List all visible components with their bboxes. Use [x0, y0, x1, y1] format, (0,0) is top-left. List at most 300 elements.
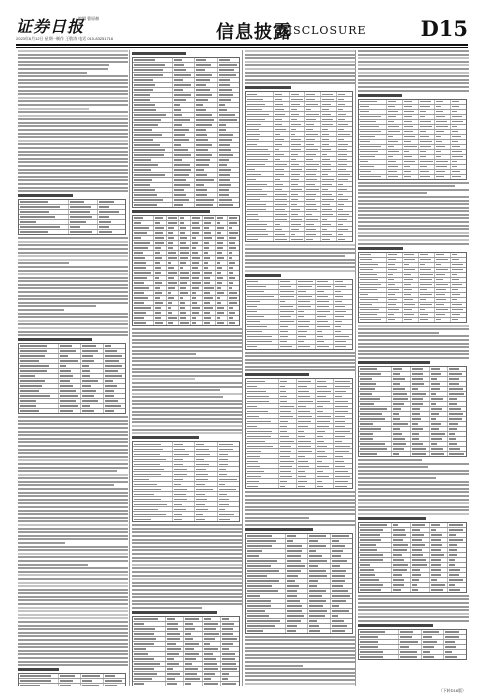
table-cell: [286, 609, 308, 613]
table-cell: [290, 102, 306, 106]
table-cell: [297, 295, 316, 299]
table-cell: [392, 442, 411, 446]
table-cell: [321, 182, 337, 186]
column-3: [242, 50, 355, 686]
table-cell: [246, 345, 279, 349]
table-cell: [337, 162, 352, 166]
table-cell: [203, 231, 215, 235]
table-cell: [173, 113, 195, 117]
table-cell: [279, 474, 298, 478]
table-cell: [104, 384, 125, 388]
table-cell: [435, 258, 451, 262]
table-cell: [133, 203, 173, 207]
text-line: [18, 488, 128, 490]
table-cell: [430, 437, 449, 441]
text-line: [132, 582, 242, 584]
table-cell: [448, 432, 466, 436]
text-line: [132, 332, 242, 334]
table-cell: [451, 273, 466, 277]
table-cell: [286, 629, 308, 633]
table-cell: [359, 655, 399, 659]
table-cell: [133, 502, 173, 506]
table-cell: [316, 394, 335, 398]
table-cell: [19, 384, 59, 388]
table-cell: [133, 266, 154, 270]
table-cell: [430, 452, 449, 456]
table-cell: [246, 414, 279, 418]
table-cell: [69, 230, 97, 234]
text-line: [18, 262, 69, 264]
table-cell: [246, 384, 279, 388]
table-cell: [359, 583, 392, 587]
table-caption: [358, 624, 433, 627]
text-line: [358, 189, 469, 191]
table-cell: [316, 484, 335, 488]
table-cell: [392, 447, 411, 451]
table-cell: [218, 452, 239, 456]
table-cell: [279, 414, 298, 418]
text-line: [245, 50, 355, 52]
table-cell: [337, 172, 352, 176]
table-cell: [218, 203, 239, 207]
table-cell: [411, 573, 430, 577]
table-cell: [451, 155, 466, 159]
table-cell: [216, 241, 228, 245]
table-cell: [154, 296, 166, 300]
text-line: [132, 414, 242, 416]
table-cell: [359, 105, 387, 109]
table-cell: [321, 147, 337, 151]
table-cell: [184, 677, 203, 681]
text-line: [18, 621, 128, 623]
table-cell: [173, 103, 195, 107]
text-line: [358, 473, 469, 475]
table-cell: [411, 367, 430, 371]
table-cell: [316, 399, 335, 403]
table-cell: [435, 150, 451, 154]
table-cell: [69, 200, 97, 204]
text-line: [18, 93, 128, 95]
table-cell: [305, 137, 321, 141]
table-cell: [451, 268, 466, 272]
text-line: [245, 679, 355, 681]
table-cell: [321, 112, 337, 116]
table-cell: [359, 382, 392, 386]
table-cell: [19, 404, 59, 408]
table-cell: [228, 226, 239, 230]
table-cell: [334, 434, 352, 438]
table-cell: [246, 335, 279, 339]
table-cell: [387, 293, 403, 297]
text-line: [245, 636, 355, 638]
table-cell: [203, 652, 222, 656]
text-line: [358, 602, 469, 604]
table-cell: [228, 311, 239, 315]
text-line: [358, 214, 469, 216]
text-line: [358, 90, 469, 92]
table-cell: [59, 409, 81, 413]
table-cell: [359, 397, 392, 401]
table-cell: [195, 467, 217, 471]
table-cell: [228, 321, 239, 325]
table-cell: [195, 138, 217, 142]
text-line: [18, 248, 128, 250]
table-cell: [203, 311, 215, 315]
table-cell: [451, 298, 466, 302]
table-cell: [411, 387, 430, 391]
table-cell: [133, 226, 154, 230]
text-line: [18, 502, 128, 504]
table-cell: [216, 306, 228, 310]
table-cell: [203, 682, 222, 686]
table-cell: [331, 594, 352, 598]
table-cell: [321, 137, 337, 141]
text-line: [18, 599, 128, 601]
table-cell: [359, 402, 392, 406]
table-cell: [337, 217, 352, 221]
text-line: [132, 400, 242, 402]
table-cell: [411, 422, 430, 426]
table-cell: [195, 507, 217, 511]
text-line: [18, 295, 128, 297]
table-cell: [321, 142, 337, 146]
table-cell: [451, 288, 466, 292]
table-cell: [279, 384, 298, 388]
table-cell: [203, 296, 215, 300]
table-cell: [286, 554, 308, 558]
table-cell: [203, 246, 215, 250]
table-cell: [316, 340, 335, 344]
table-cell: [167, 256, 179, 260]
table-cell: [246, 157, 274, 161]
table-cell: [246, 172, 274, 176]
text-line: [18, 661, 128, 663]
table-cell: [218, 467, 239, 471]
table-cell: [279, 464, 298, 468]
table-cell: [154, 321, 166, 325]
table-cell: [430, 422, 449, 426]
table-caption: [18, 194, 73, 197]
table-cell: [448, 563, 466, 567]
text-line: [358, 79, 469, 81]
table-cell: [173, 183, 195, 187]
table-cell: [19, 364, 59, 368]
table-cell: [331, 624, 352, 628]
table-cell: [297, 384, 316, 388]
table-cell: [387, 140, 403, 144]
table-cell: [451, 145, 466, 149]
text-line: [18, 571, 128, 573]
table-cell: [435, 140, 451, 144]
table-cell: [392, 583, 411, 587]
table-cell: [173, 193, 195, 197]
table-cell: [228, 301, 239, 305]
text-line: [18, 108, 89, 110]
table-cell: [173, 447, 195, 451]
table-cell: [228, 266, 239, 270]
table-cell: [246, 300, 279, 304]
table-cell: [387, 125, 403, 129]
text-line: [358, 325, 469, 327]
table-cell: [104, 374, 125, 378]
table-cell: [305, 172, 321, 176]
table-cell: [218, 193, 239, 197]
table-cell: [218, 512, 239, 516]
table-cell: [133, 63, 173, 67]
table-cell: [359, 437, 392, 441]
data-table: [18, 343, 126, 414]
table-cell: [451, 253, 466, 257]
table-cell: [435, 170, 451, 174]
text-line: [18, 327, 128, 329]
table-cell: [167, 306, 179, 310]
table-cell: [246, 315, 279, 319]
table-cell: [334, 454, 352, 458]
text-line: [18, 625, 128, 627]
text-line: [18, 75, 128, 77]
table-cell: [191, 241, 203, 245]
table-cell: [195, 452, 217, 456]
table-cell: [403, 160, 419, 164]
table-cell: [246, 549, 286, 553]
table-cell: [334, 330, 352, 334]
table-cell: [316, 454, 335, 458]
text-line: [18, 172, 128, 174]
text-line: [132, 411, 242, 413]
table-cell: [98, 230, 125, 234]
table-cell: [166, 642, 185, 646]
text-line: [18, 280, 128, 282]
table-cell: [173, 93, 195, 97]
table-cell: [203, 236, 215, 240]
table-cell: [154, 216, 166, 220]
table-cell: [297, 484, 316, 488]
table-cell: [448, 382, 466, 386]
table-cell: [419, 145, 435, 149]
text-line: [18, 237, 128, 239]
table-cell: [316, 444, 335, 448]
table-cell: [154, 261, 166, 265]
table-cell: [286, 619, 308, 623]
table-cell: [154, 226, 166, 230]
table-cell: [411, 437, 430, 441]
masthead-rule: [16, 44, 468, 46]
table-cell: [297, 285, 316, 289]
table-cell: [305, 127, 321, 131]
table-cell: [81, 404, 103, 408]
text-line: [245, 252, 355, 254]
table-cell: [133, 321, 154, 325]
table-cell: [218, 482, 239, 486]
table-cell: [359, 578, 392, 582]
table-cell: [430, 392, 449, 396]
table-cell: [218, 188, 239, 192]
table-cell: [195, 168, 217, 172]
table-cell: [359, 523, 392, 527]
table-caption: [245, 86, 291, 89]
table-cell: [173, 462, 195, 466]
table-cell: [203, 632, 222, 636]
table-cell: [392, 553, 411, 557]
text-line: [245, 366, 355, 368]
table-cell: [297, 389, 316, 393]
table-cell: [337, 232, 352, 236]
table-cell: [195, 98, 217, 102]
table-cell: [133, 462, 173, 466]
table-cell: [133, 281, 154, 285]
table-cell: [173, 203, 195, 207]
text-line: [18, 158, 128, 160]
table-row: [246, 629, 352, 633]
table-cell: [422, 635, 445, 639]
table-cell: [218, 517, 239, 521]
text-line: [132, 567, 242, 569]
table-cell: [195, 188, 217, 192]
table-cell: [337, 102, 352, 106]
production-phone: 制作 王敬涛 电话 010-83251716: [56, 36, 114, 41]
table-cell: [195, 477, 217, 481]
table-cell: [399, 655, 422, 659]
table-cell: [334, 315, 352, 319]
table-cell: [419, 115, 435, 119]
table-cell: [305, 117, 321, 121]
text-line: [18, 255, 128, 257]
table-cell: [321, 157, 337, 161]
table-cell: [331, 564, 352, 568]
table-cell: [203, 291, 215, 295]
table-cell: [133, 442, 173, 446]
table-cell: [154, 311, 166, 315]
text-line: [18, 151, 128, 153]
text-line: [132, 589, 242, 591]
text-line: [358, 499, 469, 501]
table-cell: [448, 407, 466, 411]
table-cell: [430, 377, 449, 381]
table-cell: [430, 427, 449, 431]
table-cell: [359, 558, 392, 562]
table-cell: [195, 103, 217, 107]
table-cell: [308, 614, 330, 618]
table-cell: [184, 642, 203, 646]
table-cell: [59, 349, 81, 353]
table-cell: [59, 364, 81, 368]
text-line: [245, 509, 355, 511]
table-cell: [133, 296, 154, 300]
table-cell: [228, 286, 239, 290]
text-line: [132, 607, 202, 609]
table-cell: [331, 549, 352, 553]
text-line: [18, 115, 128, 117]
table-cell: [19, 205, 69, 209]
table-cell: [166, 652, 185, 656]
table-cell: [387, 313, 403, 317]
text-line: [18, 190, 128, 192]
table-cell: [403, 110, 419, 114]
table-cell: [451, 175, 466, 179]
table-cell: [218, 457, 239, 461]
table-cell: [411, 558, 430, 562]
table-cell: [334, 300, 352, 304]
table-cell: [221, 617, 239, 621]
table-cell: [81, 344, 103, 348]
data-table: [245, 91, 353, 242]
table-cell: [173, 68, 195, 72]
table-cell: [290, 212, 306, 216]
text-line: [358, 54, 469, 56]
table-cell: [331, 589, 352, 593]
text-line: [18, 531, 128, 533]
table-cell: [81, 674, 103, 678]
table-cell: [331, 604, 352, 608]
table-cell: [173, 143, 195, 147]
table-cell: [387, 278, 403, 282]
table-cell: [321, 227, 337, 231]
table-cell: [392, 588, 411, 592]
text-line: [132, 386, 242, 388]
text-line: [358, 228, 469, 230]
text-line: [245, 352, 355, 354]
table-cell: [133, 497, 173, 501]
table-cell: [337, 207, 352, 211]
table-cell: [173, 198, 195, 202]
text-line: [18, 90, 128, 92]
table-cell: [419, 150, 435, 154]
table-cell: [218, 108, 239, 112]
table-cell: [359, 155, 387, 159]
table-cell: [387, 263, 403, 267]
table-cell: [69, 225, 97, 229]
table-cell: [321, 237, 337, 241]
table-cell: [104, 679, 125, 683]
text-line: [245, 359, 355, 361]
table-cell: [435, 130, 451, 134]
text-line: [245, 643, 355, 645]
table-cell: [133, 447, 173, 451]
table-cell: [195, 163, 217, 167]
table-cell: [166, 617, 185, 621]
table-cell: [290, 147, 306, 151]
text-line: [18, 154, 128, 156]
table-cell: [290, 117, 306, 121]
table-cell: [133, 58, 173, 62]
table-cell: [403, 288, 419, 292]
table-cell: [59, 404, 81, 408]
text-line: [358, 463, 469, 465]
table-cell: [359, 447, 392, 451]
table-cell: [154, 271, 166, 275]
table-cell: [179, 241, 191, 245]
table-cell: [104, 394, 125, 398]
table-cell: [286, 564, 308, 568]
table-cell: [290, 167, 306, 171]
table-cell: [359, 145, 387, 149]
table-cell: [451, 318, 466, 322]
table-cell: [331, 614, 352, 618]
table-cell: [451, 100, 466, 104]
table-cell: [334, 449, 352, 453]
table-cell: [451, 125, 466, 129]
table-cell: [286, 579, 308, 583]
table-cell: [69, 210, 97, 214]
table-cell: [274, 97, 290, 101]
table-cell: [419, 135, 435, 139]
table-cell: [297, 439, 316, 443]
table-cell: [246, 97, 274, 101]
text-line: [18, 653, 128, 655]
text-line: [18, 596, 128, 598]
table-cell: [448, 372, 466, 376]
text-line: [18, 427, 128, 429]
